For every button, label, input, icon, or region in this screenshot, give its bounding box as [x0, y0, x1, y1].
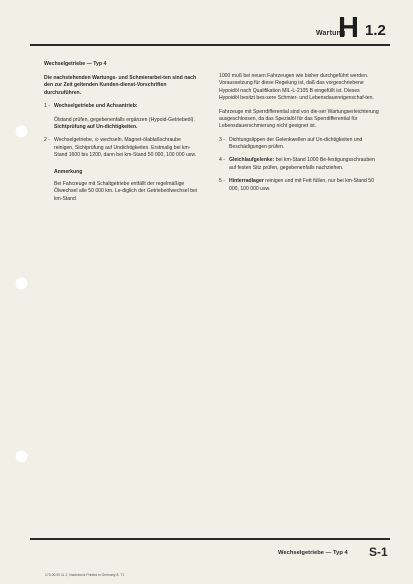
- list-item-5: [219, 178, 379, 193]
- page-number: S-1: [369, 545, 388, 559]
- item-1-text: Ölstand prüfen, gegebenenfalls ergänzen (Hypoid-Getriebeöl).: [54, 116, 195, 123]
- list-item-2: [44, 137, 201, 159]
- differential-text: Fahrzeuge mit Sperrdifferential sind von die-ser Wartungserleichterung ausgeschlossen, da das Spezialöl für das Sperrdifferential für Lebensdauerschmierung nicht geeignet ist.: [219, 108, 379, 130]
- note-text: Bei Fahrzeuge mit Schaltgetriebe entfällt der regelmäßige Ölwechsel alle 50 000 km. Le-diglich der Getriebeölwechsel bei km-Stand: [54, 180, 197, 202]
- item-4-bold: Gleichlaufgelenke:: [229, 157, 275, 164]
- section-title: Wechselgetriebe — Typ 4: [44, 61, 107, 67]
- header-letter: H: [338, 12, 359, 44]
- footer-print-note: 173.00.00 11 2, Nachdruck Printed in Germany 8. 71: [45, 573, 125, 577]
- item-2-text: Wechselgetriebe, ⊙ wechseln, Magnet-ölablaßschraube reinigen, Sichtprüfung auf Undichtigkeiten. Erstmalig bei km-Stand 1600 bis 1200, dann bei km-Stand 50 000, 100 000 usw.: [54, 137, 197, 158]
- punch-hole-middle: [15, 277, 28, 290]
- punch-hole-bottom: [15, 450, 28, 463]
- item-number: 1 -: [44, 103, 50, 110]
- item-5-text: reinigen und mit Fett füllen, nur bei km-Stand 50 000, 100 000 usw.: [229, 178, 374, 192]
- item-5-body: [229, 178, 379, 193]
- left-column: [44, 75, 201, 209]
- footer-title: Wechselgetriebe — Typ 4: [278, 550, 348, 556]
- intro-text: Die nachstehenden Wartungs- und Schmierarbei-ten sind nach den zur Zeit geltenden Kunden-dienst-Vorschriften durchzuführen.: [44, 75, 197, 96]
- footer-rule: [30, 538, 390, 540]
- right-column: [219, 73, 379, 199]
- item-1-bold: Sichtprüfung auf Un-dichtigkeiten.: [54, 123, 138, 130]
- note-title: Anmerkung: [54, 169, 83, 176]
- list-item-1: [44, 103, 201, 110]
- punch-hole-top: [15, 125, 28, 138]
- item-number: 3 -: [219, 136, 225, 143]
- header-number: 1.2: [365, 22, 386, 39]
- item-4-text: bei km-Stand 1000 Be-festigungsschrauben auf festen Sitz prüfen, gegebenenfalls nachziehen.: [229, 157, 375, 171]
- continuation-text: 1000 muß bei neuen Fahrzeugen wie bisher durchgeführt werden. Voraussetzung für diese Regelung ist, daß das vorgeschriebene Hypoidöl nach Qualifikation MIL-L-2105 B eingefüllt ist. Dieses Hypoidöl besitzt bes-sere Schmier- und Lebensdauereigenschaf-ten.: [219, 73, 374, 102]
- list-item-4: [219, 157, 379, 172]
- item-number: 4 -: [219, 157, 225, 164]
- item-4-body: [229, 157, 379, 172]
- item-title: Wechselgetriebe und Achsantrieb:: [54, 103, 138, 110]
- item-number: 5 -: [219, 178, 225, 185]
- header-section-word: Wartung: [316, 30, 346, 37]
- list-item-3: [219, 137, 379, 152]
- item-3-text: Dichtungslippen der Gelenkwellen auf Un-dichtigkeiten und Beschädigungen prüfen.: [229, 136, 363, 150]
- header-rule: [30, 44, 390, 46]
- item-1-body: [44, 117, 201, 132]
- item-5-bold: Hinterradlager: [229, 178, 264, 185]
- item-number: 2 -: [44, 137, 50, 144]
